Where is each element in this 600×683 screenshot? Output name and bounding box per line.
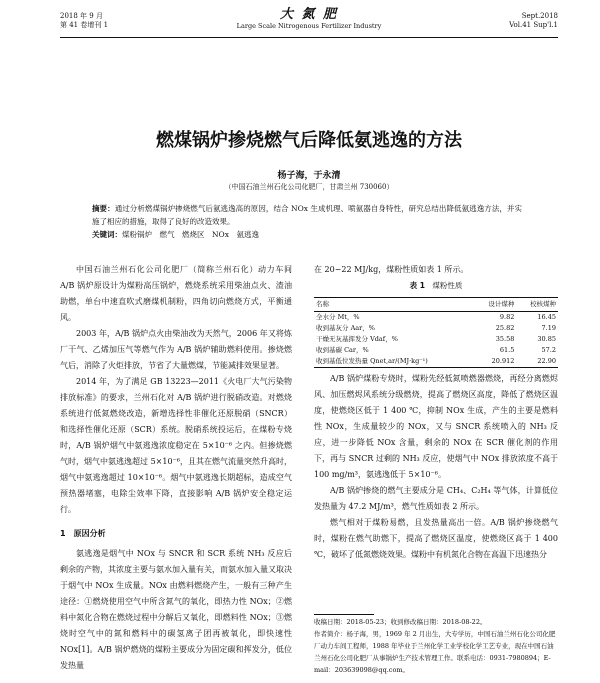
abstract-text: 通过分析燃煤锅炉掺烧燃气后氨逃逸高的原因，结合 NOx 生成机理、喷氨器自身特性，研究总结出降低氨逃逸方法，并实施了相应的措施，取得了良好的改造效果。 [92,204,522,226]
affiliation: （中国石油兰州石化公司化肥厂，甘肃兰州 730060） [224,183,394,191]
table-header-cell: 设计煤种 [475,298,517,312]
abstract [92,202,522,228]
footnote-rule [314,614,374,615]
table-cell: 干燥无灰基挥发分 Vdaf，% [316,335,398,343]
table-row [314,345,558,356]
header-right [509,12,558,30]
table-cell: 收到基低位发热量 Qnet,ar/(MJ·kg⁻¹) [314,356,475,368]
table-cell: 16.45 [537,313,556,321]
paragraph: A/B 锅炉掺烧的燃气主要成分是 CH₄、C₂H₄ 等气体，计算低位发热量为 47.2 MJ/m³，燃气性质如表 2 所示。 [314,486,558,511]
table-row [314,312,558,324]
paragraph: 2014 年，为了满足 GB 13223—2011《火电厂大气污染物排放标准》的要求，兰州石化对 A/B 锅炉进行脱硝改造。对燃烧系统进行低氮燃烧改造，新增选择性非催化还原脱硝（SNCR）和选择性催化还原（SCR）系统。脱硝系统投运后，在煤粉专烧时，A/B 锅炉烟气中氨逃逸浓度稳定在 5×10⁻⁶ 之内。但掺烧燃气时，烟气中氨逃逸超过 5×10⁻⁶，且其在燃气流量突然升高时，烟气中氨逃逸超过 10×10⁻⁶。烟气中氨逃逸长期超标，造成空气预热器堵塞，电除尘效率下降，直接影响 A/B 锅炉安全稳定运行。 [60,377,292,514]
abstract-block [92,202,522,241]
running-header [60,8,558,38]
header-rule [60,37,558,38]
paragraph: 燃气相对于煤粉易燃，且发热量高出一倍。A/B 锅炉掺烧燃气时，煤粉在燃气助燃下，提高了燃烧区温度，使燃烧区高于 1 400 ℃，破坏了低氮燃烧效果。煤粉中有机氮化合物在高温下迅速热分 [314,518,558,559]
table-header-row [314,298,558,312]
journal-name-en: Large Scale Nitrogenous Fertilizer Industry [236,22,382,30]
left-column [60,262,292,674]
received-date: 收稿日期：2018-05-23；收到修改稿日期：2018-08-22。 [314,618,487,626]
keywords-label: 关键词： [92,230,122,239]
footnote [314,614,558,676]
issue-date-en: Sept.2018 [521,12,558,20]
coal-properties-table [314,297,558,368]
authors: 杨子海，于永清 [277,171,341,181]
table-cell: 收到基碳 Car，% [316,346,369,354]
table-cell: 30.85 [537,335,556,343]
table-cell: 57.2 [541,346,556,354]
keywords [92,228,522,241]
table-cell: 9.82 [499,313,515,321]
header-center [60,8,558,31]
table-cell: 35.58 [495,335,515,343]
table-cell: 25.82 [495,324,515,332]
right-column [314,262,558,563]
paragraph: 中国石油兰州石化公司化肥厂（简称兰州石化）动力车间 A/B 锅炉原设计为煤粉高压锅炉，燃烧系统采用柴油点火、渣油助燃，单台中速直吹式磨煤机制粉，四角切向燃烧方式，平衡通风。 [60,265,292,322]
table-cell: 全水分 Mt，% [316,313,360,321]
table-caption-text: 煤粉性质 [432,281,463,290]
table-row [314,334,558,345]
paper-title: 燃煤锅炉掺烧燃气后降低氨逃逸的方法 [156,130,462,151]
table-cell: 22.90 [516,356,558,368]
abstract-label: 摘要： [92,204,115,213]
section-heading: 1 原因分析 [60,529,106,538]
table-row [314,323,558,334]
table-caption-label: 表 1 [409,281,425,290]
paragraph: 氨逃逸是烟气中 NOx 与 SNCR 和 SCR 系统 NH₃ 反应后剩余的产物，其浓度主要与氨水加入量有关，而氨水加入量又取决于烟气中 NOx 生成量。NOx 由燃料燃烧产生，一般有三种产生途径：①燃烧使用空气中所含氮气的氧化，即热力性 NOx；②燃料中氮化合物在燃烧过程中分解后又氧化，即燃料性 NOx；③燃烧时空气中的氮和燃料中的碳氢离子团再被氧化，即快速性 NOx[1]。A/B 锅炉燃烧的煤粉主要成分为固定碳和挥发分，低位发热量 [60,549,292,670]
keywords-text: 煤粉锅炉 燃气 燃烧区 NOx 氨逃逸 [122,230,259,239]
issue-date: 2018 年 9 月 [60,12,103,20]
journal-logo: 大 氮 肥 [279,7,339,22]
table-cell: 7.19 [541,324,556,332]
author-bio: 作者简介：杨子海，男，1969 年 2 月出生，大专学历，中国石油兰州石化公司化肥厂动力车间工程师，1988 年毕业于兰州化学工业学校化学工艺专业，现在中国石油兰州石化公司化肥厂从事锅炉生产技术管理工作。联系电话：0931-7980894；E-mail：203639098@qq.com。 [314,630,556,674]
paragraph: 在 20~22 MJ/kg，煤粉性质如表 1 所示。 [314,265,469,274]
paragraph: A/B 锅炉煤粉专烧时，煤粉先经低氮喷燃器燃烧，再经分离燃烬风、加压燃烬风系统分级燃烧，提高了燃烧区高度，降低了燃烧区温度，使燃烧区低于 1 400 ℃，抑制 NOx 生成，产生的主要是燃料性 NOx，生成量较少的 NOx，又与 SNCR 系统喷入的 NH₃ 反应，进一步降低 NOx 含量，剩余的 NOx 在 SCR 催化剂的作用下，再与 SNCR 过剩的 NH₃ 反应，使烟气中 NOx 排放浓度不高于 100 mg/m³，氨逃逸低于 5×10⁻⁶。 [314,374,558,479]
table-header-cell: 校核煤种 [516,298,558,312]
table-cell: 20.912 [475,356,517,368]
table-cell: 收到基灰分 Aar，% [316,324,375,332]
volume-issue: 第 41 卷增刊 1 [60,21,109,29]
table-header-cell: 名称 [314,298,475,312]
table-row [314,356,558,368]
volume-issue-en: Vol.41 Sup'l.1 [509,21,558,29]
paragraph: 2003 年，A/B 锅炉点火由柴油改为天然气，2006 年又将炼厂干气、乙烯加压气等燃气作为 A/B 锅炉辅助燃料使用。掺烧燃气后，消除了火炬排放，节省了大量燃煤，节能减排效果显著。 [60,329,292,370]
table-cell: 61.5 [499,346,515,354]
table-caption [314,278,558,294]
